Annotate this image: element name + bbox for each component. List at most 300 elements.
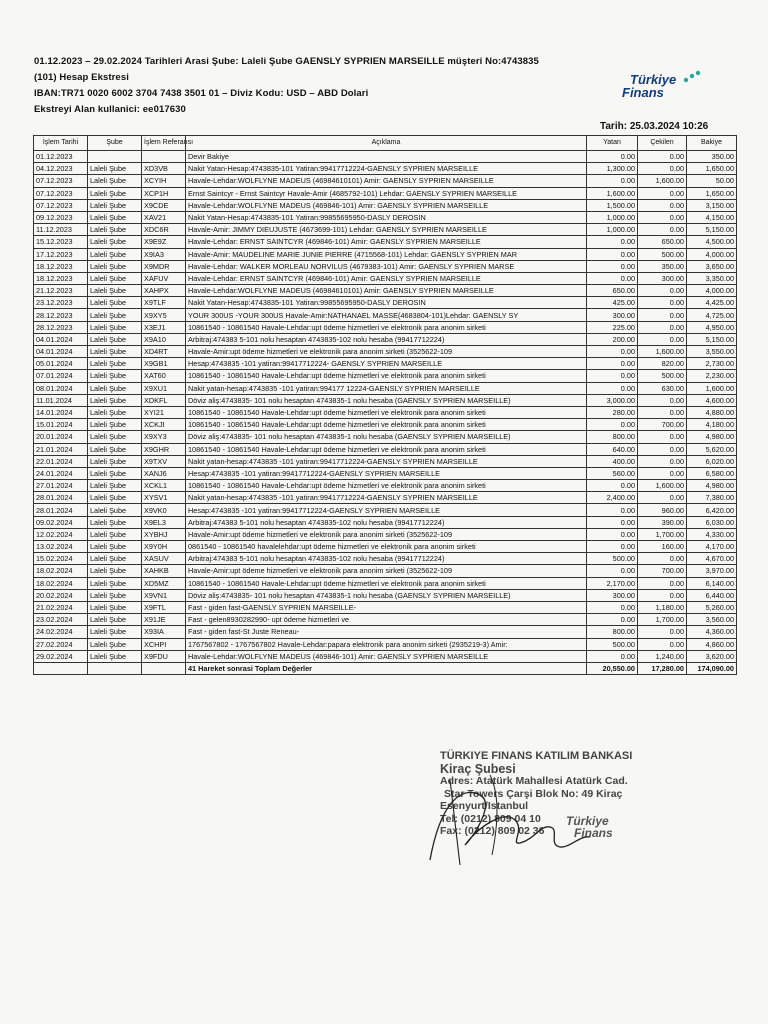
cell-description: Havale-Amir:upt ödeme hizmetleri ve elektronik para anonim sirketi (3525622-109 [186, 528, 587, 540]
cell-branch: Laleli Şube [88, 370, 142, 382]
totals-balance: 174,090.00 [687, 662, 737, 674]
cell-balance: 3,150.00 [687, 199, 737, 211]
cell-description: Hesap:4743835 -101 yatiran:99417712224-GAENSLY SYPRIEN MARSEILLE [186, 504, 587, 516]
cell-description: Arbitraj:474383 5-101 nolu hesaptan 4743835-102 nolu hesaba (99417712224) [186, 333, 587, 345]
cell-description: Havale-Amir: JIMMY DIEUJUSTE (4673699-101) Lehdar: GAENSLY SYPRIEN MARSEILLE [186, 224, 587, 236]
cell-reference: XAHPX [142, 285, 186, 297]
cell-reference: XAV21 [142, 211, 186, 223]
cell-deposit: 0.00 [587, 650, 638, 662]
cell-reference: X9XY3 [142, 431, 186, 443]
cell-withdrawal: 1,180.00 [638, 601, 687, 613]
cell-description: Havale-Amir:upt ödeme hizmetleri ve elektronik para anonim sirketi (3525622-109 [186, 346, 587, 358]
table-row [34, 394, 737, 406]
cell-withdrawal: 1,600.00 [638, 175, 687, 187]
cell-description: Havale-Lehdar:WOLFLYNE MADEUS (46984610101) Amir: GAENSLY SYPRIEN MARSEILLE [186, 175, 587, 187]
cell-branch: Laleli Şube [88, 175, 142, 187]
cell-balance: 4,180.00 [687, 419, 737, 431]
cell-withdrawal: 0.00 [638, 163, 687, 175]
cell-withdrawal: 0.00 [638, 394, 687, 406]
table-row [34, 175, 737, 187]
cell-description: Havale-Lehdar: WALKER MORLEAU NORVILUS (4679383-101) Amir: GAENSLY SYPRIEN MARSE [186, 260, 587, 272]
cell-reference: X9FTL [142, 601, 186, 613]
cell-reference: X9XU1 [142, 382, 186, 394]
cell-balance: 5,150.00 [687, 224, 737, 236]
print-date: Tarih: 25.03.2024 10:26 [600, 121, 709, 132]
cell-balance: 2,230.00 [687, 370, 737, 382]
table-row [34, 151, 737, 163]
cell-description: Nakit yatan-hesap:4743835 -101 yatiran:994177 12224-GAENSLY SYPRIEN MARSEILLE [186, 382, 587, 394]
column-header: İşlem Referansı [142, 136, 186, 151]
table-row [34, 199, 737, 211]
cell-withdrawal: 650.00 [638, 236, 687, 248]
cell-deposit: 0.00 [587, 419, 638, 431]
cell-branch: Laleli Şube [88, 163, 142, 175]
cell-description: Havale-Amir:upt ödeme hizmetleri ve elektronik para anonim sirketi (3525622-109 [186, 565, 587, 577]
cell-deposit: 2,170.00 [587, 577, 638, 589]
cell-branch: Laleli Şube [88, 577, 142, 589]
cell-deposit: 560.00 [587, 467, 638, 479]
cell-withdrawal: 0.00 [638, 455, 687, 467]
cell-date: 11.12.2023 [34, 224, 88, 236]
cell-date: 28.12.2023 [34, 309, 88, 321]
cell-date: 21.01.2024 [34, 443, 88, 455]
cell-branch: Laleli Şube [88, 455, 142, 467]
cell-deposit: 0.00 [587, 516, 638, 528]
cell-balance: 3,650.00 [687, 260, 737, 272]
cell-description: Havale-Amir: MAUDELINE MARIE JUNIE PIERRE (4715568-101) Lehdar: GAENSLY SYPRIEN MAR [186, 248, 587, 260]
logo-text-line1: Türkiye [630, 72, 677, 87]
cell-branch: Laleli Şube [88, 650, 142, 662]
cell-balance: 5,260.00 [687, 601, 737, 613]
table-row [34, 577, 737, 589]
table-row [34, 455, 737, 467]
stamp-address-line2: Star Towers Çarşi Blok No: 49 Kiraç [444, 787, 623, 800]
cell-balance: 2,730.00 [687, 358, 737, 370]
cell-deposit: 0.00 [587, 614, 638, 626]
cell-balance: 4,950.00 [687, 321, 737, 333]
cell-deposit: 200.00 [587, 333, 638, 345]
table-row [34, 480, 737, 492]
cell-deposit: 0.00 [587, 358, 638, 370]
cell-withdrawal: 0.00 [638, 553, 687, 565]
cell-description: Fast - giden fast-St Juste Reneau- [186, 626, 587, 638]
cell-deposit: 0.00 [587, 236, 638, 248]
cell-reference: XCP1H [142, 187, 186, 199]
cell-description: Nakit Yatan-Hesap:4743835-101 Yatiran:99855695950-DASLY DEROSIN [186, 211, 587, 223]
cell-date: 27.01.2024 [34, 480, 88, 492]
cell-reference: X9TXV [142, 455, 186, 467]
cell-deposit: 0.00 [587, 541, 638, 553]
cell-reference: XAT60 [142, 370, 186, 382]
cell-branch: Laleli Şube [88, 394, 142, 406]
cell-branch [88, 151, 142, 163]
column-header: Yatan [587, 136, 638, 151]
cell-description: Havale-Lehdar:WOLFLYNE MADEUS (46984610101) Amir: GAENSLY SYPRIEN MARSEILLE [186, 285, 587, 297]
cell-balance: 4,360.00 [687, 626, 737, 638]
empty-cell [142, 662, 186, 674]
table-row [34, 333, 737, 345]
cell-date: 18.12.2023 [34, 272, 88, 284]
cell-balance: 4,150.00 [687, 211, 737, 223]
table-row [34, 309, 737, 321]
cell-branch: Laleli Şube [88, 443, 142, 455]
cell-reference: X9GB1 [142, 358, 186, 370]
cell-branch: Laleli Şube [88, 321, 142, 333]
cell-branch: Laleli Şube [88, 601, 142, 613]
cell-reference: XAFUV [142, 272, 186, 284]
cell-withdrawal: 0.00 [638, 638, 687, 650]
cell-date: 28.01.2024 [34, 492, 88, 504]
cell-deposit: 225.00 [587, 321, 638, 333]
table-row [34, 541, 737, 553]
cell-reference: X9FDU [142, 650, 186, 662]
cell-date: 08.01.2024 [34, 382, 88, 394]
cell-description: Döviz aliş:4743835- 101 nolu hesaptan 4743835-1 nolu hesaba (GAENSLY SYPRIEN MARSEILLE) [186, 589, 587, 601]
cell-date: 11.01.2024 [34, 394, 88, 406]
cell-deposit: 0.00 [587, 528, 638, 540]
cell-deposit: 650.00 [587, 285, 638, 297]
cell-reference: X93IA [142, 626, 186, 638]
cell-deposit: 500.00 [587, 553, 638, 565]
cell-date: 24.01.2024 [34, 467, 88, 479]
cell-reference: XCKJI [142, 419, 186, 431]
cell-reference: X9XY5 [142, 309, 186, 321]
logo-mark-icon [682, 70, 702, 86]
cell-date: 15.12.2023 [34, 236, 88, 248]
cell-balance: 6,020.00 [687, 455, 737, 467]
empty-cell [88, 662, 142, 674]
stamp-bank-name: TÜRKIYE FINANS KATILIM BANKASI [440, 750, 633, 762]
cell-balance: 6,580.00 [687, 467, 737, 479]
cell-withdrawal: 0.00 [638, 309, 687, 321]
cell-branch: Laleli Şube [88, 297, 142, 309]
cell-withdrawal: 0.00 [638, 467, 687, 479]
cell-withdrawal: 0.00 [638, 199, 687, 211]
cell-balance: 4,670.00 [687, 553, 737, 565]
table-row [34, 589, 737, 601]
cell-withdrawal: 630.00 [638, 382, 687, 394]
cell-balance: 1,650.00 [687, 187, 737, 199]
table-row [34, 419, 737, 431]
cell-branch: Laleli Şube [88, 419, 142, 431]
cell-balance: 7,380.00 [687, 492, 737, 504]
cell-branch: Laleli Şube [88, 346, 142, 358]
cell-date: 23.12.2023 [34, 297, 88, 309]
cell-date: 13.02.2024 [34, 541, 88, 553]
cell-date: 27.02.2024 [34, 638, 88, 650]
cell-date: 18.12.2023 [34, 260, 88, 272]
cell-balance: 1,600.00 [687, 382, 737, 394]
cell-deposit: 0.00 [587, 382, 638, 394]
cell-reference: XYBHJ [142, 528, 186, 540]
cell-deposit: 640.00 [587, 443, 638, 455]
cell-branch: Laleli Şube [88, 285, 142, 297]
cell-balance: 6,440.00 [687, 589, 737, 601]
cell-branch: Laleli Şube [88, 541, 142, 553]
cell-description: 10861540 - 10861540 Havale-Lehdar:upt ödeme hizmetleri ve elektronik para anonim sirketi [186, 370, 587, 382]
cell-description: Döviz aliş:4743835- 101 nolu hesaptan 4743835-1 nolu hesaba (GAENSLY SYPRIEN MARSEILLE) [186, 394, 587, 406]
cell-reference: XYSV1 [142, 492, 186, 504]
cell-date: 09.02.2024 [34, 516, 88, 528]
table-row [34, 406, 737, 418]
cell-reference: X9EL3 [142, 516, 186, 528]
cell-balance: 3,550.00 [687, 346, 737, 358]
cell-withdrawal: 350.00 [638, 260, 687, 272]
cell-balance: 50.00 [687, 175, 737, 187]
cell-reference: X9A10 [142, 333, 186, 345]
cell-withdrawal: 390.00 [638, 516, 687, 528]
cell-description: 1767567802 - 1767567802 Havale-Lehdar:papara elektronik para anonim sirketi (2935219-3) Amir: [186, 638, 587, 650]
cell-reference: X9TLF [142, 297, 186, 309]
cell-branch: Laleli Şube [88, 480, 142, 492]
table-row [34, 443, 737, 455]
cell-date: 28.12.2023 [34, 321, 88, 333]
user-line: Ekstreyi Alan kullanici: ee017630 [34, 104, 186, 115]
cell-balance: 5,150.00 [687, 333, 737, 345]
cell-date: 20.01.2024 [34, 431, 88, 443]
cell-deposit: 0.00 [587, 151, 638, 163]
cell-description: Döviz aliş:4743835- 101 nolu hesaptan 4743835-1 nolu hesaba (GAENSLY SYPRIEN MARSEILLE) [186, 431, 587, 443]
cell-balance: 4,170.00 [687, 541, 737, 553]
cell-branch: Laleli Şube [88, 187, 142, 199]
cell-description: 10861540 - 10861540 Havale-Lehdar:upt ödeme hizmetleri ve elektronik para anonim sirketi [186, 480, 587, 492]
cell-date: 29.02.2024 [34, 650, 88, 662]
cell-date: 01.12.2023 [34, 151, 88, 163]
cell-date: 21.02.2024 [34, 601, 88, 613]
cell-date: 28.01.2024 [34, 504, 88, 516]
table-row [34, 626, 737, 638]
cell-description: Nakit yatan-hesap:4743835 -101 yatiran:99417712224-GAENSLY SYPRIEN MARSEILLE [186, 492, 587, 504]
cell-deposit: 2,400.00 [587, 492, 638, 504]
cell-branch: Laleli Şube [88, 260, 142, 272]
cell-deposit: 0.00 [587, 260, 638, 272]
stamp-address-line3: Esenyurt/Istanbul [440, 800, 529, 812]
totals-deposit: 20,550.00 [587, 662, 638, 674]
table-row [34, 163, 737, 175]
cell-date: 12.02.2024 [34, 528, 88, 540]
cell-reference: XDC6R [142, 224, 186, 236]
table-row [34, 650, 737, 662]
cell-balance: 4,000.00 [687, 285, 737, 297]
cell-balance: 4,725.00 [687, 309, 737, 321]
cell-balance: 4,980.00 [687, 431, 737, 443]
cell-description: Havale-Lehdar:WOLFLYNE MADEUS (469846-101) Amir: GAENSLY SYPRIEN MARSEILLE [186, 199, 587, 211]
cell-branch: Laleli Şube [88, 211, 142, 223]
cell-withdrawal: 160.00 [638, 541, 687, 553]
cell-branch: Laleli Şube [88, 406, 142, 418]
cell-description: Hesap:4743835 -101 yatiran:99417712224-GAENSLY SYPRIEN MARSEILLE [186, 467, 587, 479]
cell-branch: Laleli Şube [88, 638, 142, 650]
cell-branch: Laleli Şube [88, 553, 142, 565]
cell-branch: Laleli Şube [88, 516, 142, 528]
cell-description: Fast - gelen8930282990- upt ödeme hizmetleri ve [186, 614, 587, 626]
table-row [34, 321, 737, 333]
cell-reference: X9GHR [142, 443, 186, 455]
cell-balance: 3,620.00 [687, 650, 737, 662]
cell-date: 24.02.2024 [34, 626, 88, 638]
table-row [34, 528, 737, 540]
cell-description: 10861540 - 10861540 Havale-Lehdar:upt ödeme hizmetleri ve elektronik para anonim sirketi [186, 406, 587, 418]
cell-balance: 3,350.00 [687, 272, 737, 284]
cell-deposit: 300.00 [587, 589, 638, 601]
cell-withdrawal: 1,600.00 [638, 480, 687, 492]
statement-title: 01.12.2023 – 29.02.2024 Tarihleri Arasi Şube: Laleli Şube GAENSLY SYPRIEN MARSEILLE müşteri No:4743835 [34, 56, 539, 67]
cell-branch: Laleli Şube [88, 614, 142, 626]
column-header: Açıklama [186, 136, 587, 151]
cell-reference: XD3VB [142, 163, 186, 175]
totals-row [34, 662, 737, 674]
stamp-fax: Fax: (0212) 809 02 36 [440, 825, 545, 837]
cell-withdrawal: 300.00 [638, 272, 687, 284]
cell-reference: XYI21 [142, 406, 186, 418]
cell-reference: X9E9Z [142, 236, 186, 248]
table-row [34, 565, 737, 577]
table-row [34, 224, 737, 236]
cell-date: 09.12.2023 [34, 211, 88, 223]
cell-withdrawal: 0.00 [638, 577, 687, 589]
cell-date: 15.01.2024 [34, 419, 88, 431]
cell-reference: X9MDR [142, 260, 186, 272]
cell-branch: Laleli Şube [88, 492, 142, 504]
cell-deposit: 1,300.00 [587, 163, 638, 175]
cell-description: 10861540 - 10861540 Havale-Lehdar:upt ödeme hizmetleri ve elektronik para anonim sirketi [186, 419, 587, 431]
cell-description: 0861540 - 10861540 havalelehdar:upt ödeme hizmetleri ve elektronik para anonim sirketi [186, 541, 587, 553]
table-row [34, 553, 737, 565]
cell-reference: XCHPI [142, 638, 186, 650]
cell-withdrawal: 0.00 [638, 285, 687, 297]
cell-balance: 4,600.00 [687, 394, 737, 406]
cell-reference: X9IA3 [142, 248, 186, 260]
totals-label: 41 Hareket sonrasi Toplam Değerler [186, 662, 587, 674]
column-header: Çekilen [638, 136, 687, 151]
cell-balance: 5,620.00 [687, 443, 737, 455]
cell-deposit: 0.00 [587, 601, 638, 613]
cell-reference: XD5MZ [142, 577, 186, 589]
cell-deposit: 0.00 [587, 248, 638, 260]
column-header: Bakiye [687, 136, 737, 151]
cell-balance: 4,330.00 [687, 528, 737, 540]
table-row [34, 492, 737, 504]
empty-cell [34, 662, 88, 674]
table-row [34, 431, 737, 443]
cell-withdrawal: 1,240.00 [638, 650, 687, 662]
cell-withdrawal: 0.00 [638, 224, 687, 236]
cell-date: 04.12.2023 [34, 163, 88, 175]
table-row [34, 211, 737, 223]
cell-deposit: 0.00 [587, 272, 638, 284]
cell-description: Devir Bakiye [186, 151, 587, 163]
cell-deposit: 0.00 [587, 565, 638, 577]
cell-branch: Laleli Şube [88, 272, 142, 284]
cell-deposit: 3,000.00 [587, 394, 638, 406]
table-row [34, 285, 737, 297]
table-row [34, 346, 737, 358]
cell-balance: 4,500.00 [687, 236, 737, 248]
cell-withdrawal: 0.00 [638, 626, 687, 638]
table-row [34, 272, 737, 284]
cell-branch: Laleli Şube [88, 236, 142, 248]
cell-reference: XD4RT [142, 346, 186, 358]
stamp-logo-line1: Türkiye [566, 814, 609, 828]
cell-date: 07.12.2023 [34, 187, 88, 199]
stamp-address-line1: Adres: Atatürk Mahallesi Atatürk Cad. [440, 775, 628, 787]
cell-reference: X9CDE [142, 199, 186, 211]
cell-reference: XCYIH [142, 175, 186, 187]
signature-icon [420, 765, 600, 875]
cell-balance: 350.00 [687, 151, 737, 163]
statement-type: (101) Hesap Ekstresi [34, 72, 129, 83]
cell-date: 07.12.2023 [34, 175, 88, 187]
totals-withdrawal: 17,280.00 [638, 662, 687, 674]
cell-date: 18.02.2024 [34, 577, 88, 589]
cell-deposit: 800.00 [587, 626, 638, 638]
cell-balance: 4,980.00 [687, 480, 737, 492]
cell-deposit: 1,500.00 [587, 199, 638, 211]
stamp-tel: Tel: (0212) 809 04 10 [440, 812, 541, 825]
cell-deposit: 0.00 [587, 504, 638, 516]
cell-balance: 6,420.00 [687, 504, 737, 516]
cell-branch: Laleli Şube [88, 431, 142, 443]
cell-balance: 6,030.00 [687, 516, 737, 528]
cell-balance: 3,560.00 [687, 614, 737, 626]
cell-date: 14.01.2024 [34, 406, 88, 418]
cell-description: YOUR 300US -YOUR 300US Havale-Amir:NATHANAEL MASSE(4683804-101)Lehdar: GAENSLY SY [186, 309, 587, 321]
cell-branch: Laleli Şube [88, 589, 142, 601]
cell-withdrawal: 700.00 [638, 419, 687, 431]
cell-deposit: 400.00 [587, 455, 638, 467]
cell-reference: X9Y0H [142, 541, 186, 553]
cell-reference: X3EJ1 [142, 321, 186, 333]
table-row [34, 236, 737, 248]
cell-date: 20.02.2024 [34, 589, 88, 601]
table-row [34, 467, 737, 479]
table-row [34, 614, 737, 626]
column-header: Şube [88, 136, 142, 151]
cell-description: Nakit Yatan-Hesap:4743835-101 Yatiran:99417712224-GAENSLY SYPRIEN MARSEILLE [186, 163, 587, 175]
cell-date: 07.12.2023 [34, 199, 88, 211]
cell-branch: Laleli Şube [88, 248, 142, 260]
cell-withdrawal: 0.00 [638, 431, 687, 443]
cell-branch: Laleli Şube [88, 467, 142, 479]
cell-description: Ernst Saintcyr - Ernst Saintcyr Havale-Amir (4685792-101) Lehdar: GAENSLY SYPRIEN MARSEILLE [186, 187, 587, 199]
logo-text-line2: Finans [622, 85, 664, 100]
table-body [34, 151, 737, 675]
cell-deposit: 0.00 [587, 370, 638, 382]
cell-reference: XASUV [142, 553, 186, 565]
cell-description: Fast - giden fast-GAENSLY SYPRIEN MARSEILLE- [186, 601, 587, 613]
cell-reference: XANJ6 [142, 467, 186, 479]
cell-date: 22.01.2024 [34, 455, 88, 467]
table-header-row [34, 136, 737, 151]
table-row [34, 187, 737, 199]
cell-withdrawal: 0.00 [638, 211, 687, 223]
cell-withdrawal: 0.00 [638, 492, 687, 504]
cell-date: 23.02.2024 [34, 614, 88, 626]
cell-withdrawal: 0.00 [638, 151, 687, 163]
cell-description: Hesap:4743835 -101 yatiran:99417712224- GAENSLY SYPRIEN MARSEILLE [186, 358, 587, 370]
cell-description: Arbitraj:474383 5-101 nolu hesaptan 4743835-102 nolu hesaba (99417712224) [186, 516, 587, 528]
cell-deposit: 1,600.00 [587, 187, 638, 199]
stamp-branch: Kiraç Şubesi [440, 761, 516, 776]
cell-branch: Laleli Şube [88, 309, 142, 321]
table-row [34, 297, 737, 309]
table-row [34, 370, 737, 382]
cell-balance: 6,140.00 [687, 577, 737, 589]
cell-balance: 3,970.00 [687, 565, 737, 577]
cell-withdrawal: 0.00 [638, 406, 687, 418]
cell-balance: 4,860.00 [687, 638, 737, 650]
stamp-logo-line2: Finans [574, 826, 613, 840]
